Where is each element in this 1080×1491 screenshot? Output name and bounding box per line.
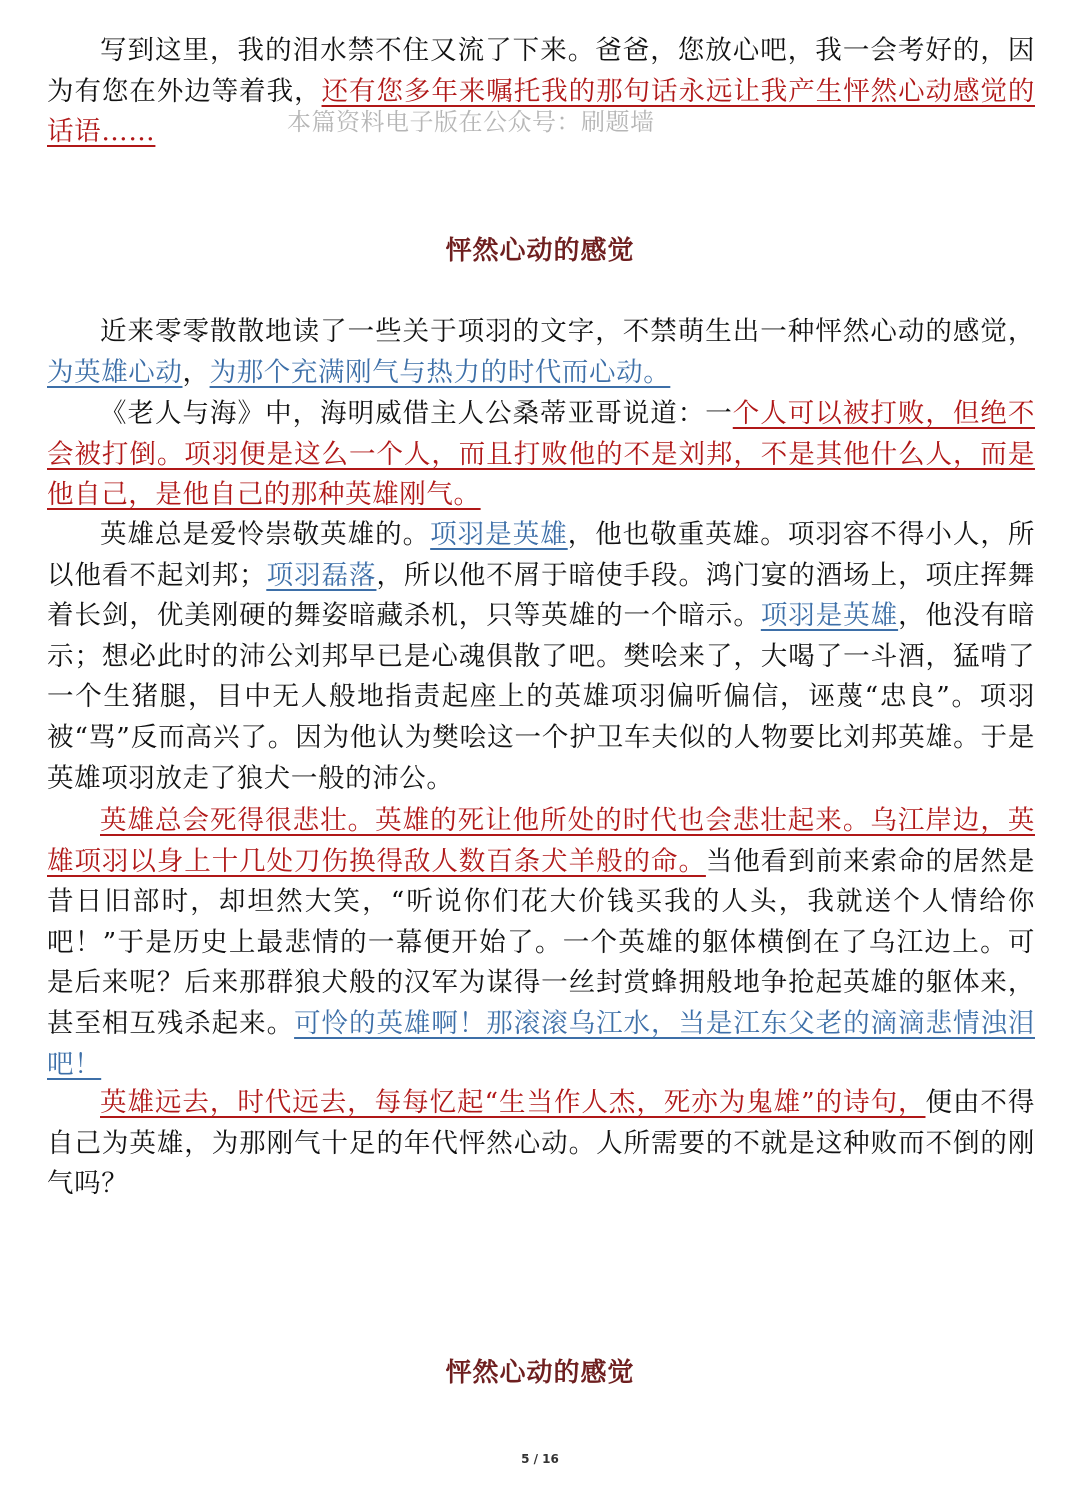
p4-highlight-red: 英雄总会死得很悲壮。英雄的死让他所处的时代也会悲壮起来。乌江岸边，英雄项羽以身上十几处刀伤换得敌人数百条犬羊般的命。: [47, 805, 1035, 877]
p1-highlight-2: 为那个充满刚气与热力的时代而心动。: [209, 356, 671, 388]
p1-highlight-1: 为英雄心动: [47, 356, 183, 388]
intro-highlight: 还有您多年来嘱托我的那句话永远让我产生怦然心动感觉的话语……: [47, 75, 1035, 148]
p4-highlight-blue: 可怜的英雄啊！那滚滚乌江水，当是江东父老的滴滴悲情浊泪吧！: [47, 1007, 1035, 1080]
p1-text: 近来零零散散地读了一些关于项羽的文字，不禁萌生出一种怦然心动的感觉，: [100, 316, 1035, 347]
p5-text: 便由不得自己为英雄，为那刚气十足的年代怦然心动。人所需要的不就是这种败而不倒的刚气吗？: [47, 1087, 1035, 1200]
p3-highlight-1: 项羽是英雄: [430, 519, 568, 550]
p3-text-3: ，所以他不屑于暗使手段。鸿门宴的酒场上，项庄挥舞着长剑，优美刚硬的舞姿暗藏杀机，只等英雄的一个暗示。: [47, 559, 1035, 632]
p3-text-1: 英雄总是爱怜崇敬英雄的。: [100, 519, 431, 550]
essay-paragraph-3: [47, 515, 1035, 799]
essay-paragraph-1: [47, 312, 1035, 393]
p3-text-4: ，他没有暗示；想必此时的沛公刘邦早已是心魂俱散了吧。樊哙来了，大喝了一斗酒，猛啃了一个生猪腿，目中无人般地指责起座上的英雄项羽偏听偏信，诬蔑“忠良”。项羽被“骂”反而高兴了。因为他认为樊哙这一个护卫车夫似的人物要比刘邦英雄。于是英雄项羽放走了狼犬一般的沛公。: [47, 600, 1036, 794]
essay-paragraph-4: [47, 801, 1035, 1085]
p3-highlight-3: 项羽是英雄: [760, 600, 899, 632]
p2-text: 《老人与海》中，海明威借主人公桑蒂亚哥说道：一: [100, 398, 733, 429]
intro-text: 写到这里，我的泪水禁不住又流了下来。爸爸，您放心吧，我一会考好的，因为有您在外边等着我，: [47, 35, 1035, 107]
p4-text: 当他看到前来索命的居然是昔日旧部时，却坦然大笑，“听说你们花大价钱买我的人头，我就送个人情给你吧！”于是历史上最悲情的一幕便开始了。一个英雄的躯体横倒在了乌江边上。可是后来呢？后来那群狼犬般的汉军为谋得一丝封赏蜂拥般地争抢起英雄的躯体来，甚至相互残杀起来。: [47, 845, 1036, 1039]
page-number: 5 / 16: [521, 1452, 559, 1466]
next-essay-title: 怦然心动的感觉: [445, 1358, 635, 1388]
watermark: 本篇资料电子版在公众号：刷题墙: [287, 108, 655, 136]
p3-text-2: ，他也敬重英雄。项羽容不得小人，所以他看不起刘邦；: [47, 519, 1036, 591]
essay-paragraph-2: [47, 394, 1035, 516]
essay-paragraph-5: [47, 1083, 1035, 1205]
p2-highlight: 个人可以被打败，但绝不会被打倒。项羽便是这么一个人，而且打败他的不是刘邦，不是其他什么人，而是他自己，是他自己的那种英雄刚气。: [47, 398, 1035, 511]
p5-highlight: 英雄远去，时代远去，每每忆起“生当作人杰，死亦为鬼雄”的诗句，: [100, 1087, 926, 1118]
p3-highlight-2: 项羽磊落: [266, 559, 377, 591]
p1-comma: ，: [182, 356, 210, 388]
essay-title: 怦然心动的感觉: [445, 236, 635, 266]
